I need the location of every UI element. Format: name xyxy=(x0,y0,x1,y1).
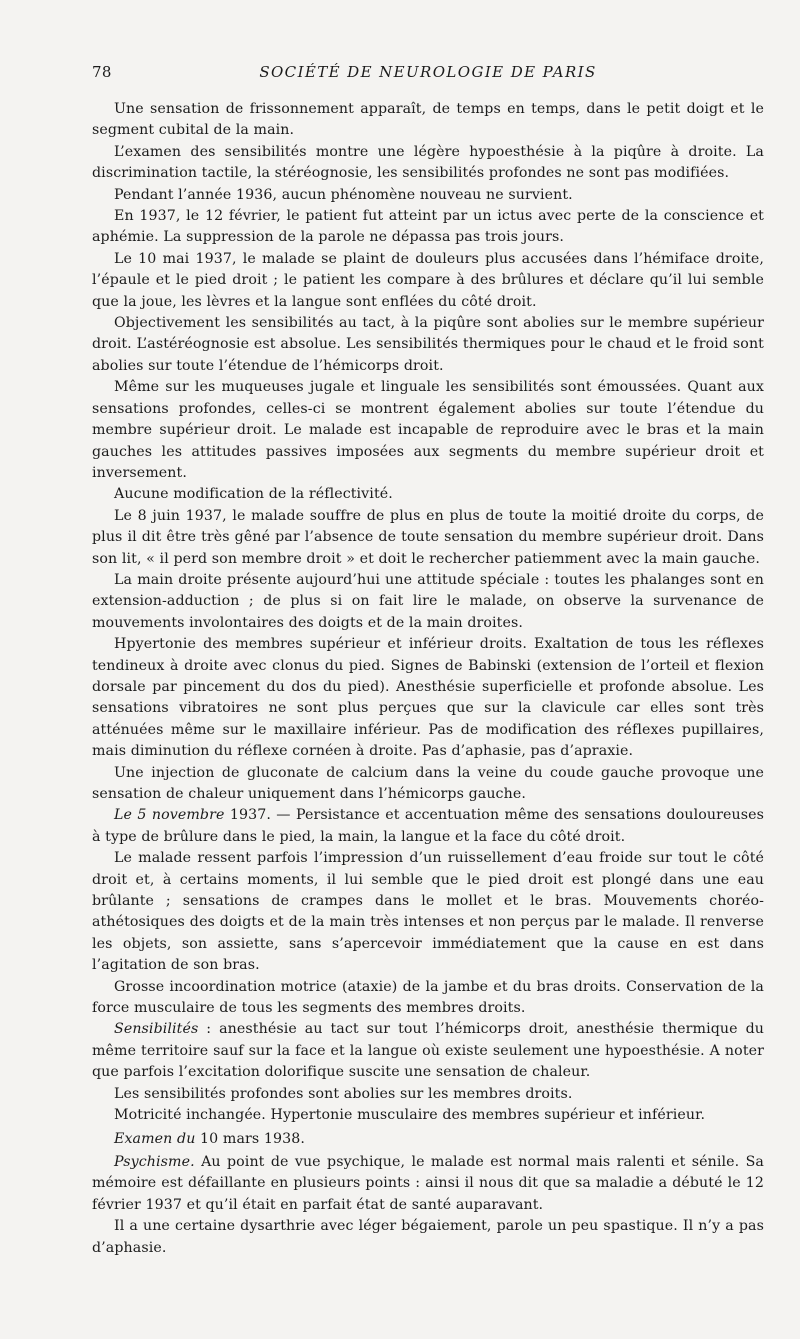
paragraph-text: L’examen des sensibilités montre une légère hypoesthésie à la piqûre à droite. La discrimination tactile, la stéréognosie, les sensibilités profondes ne sont pas modifiées. xyxy=(92,143,764,182)
paragraph-text: Au point de vue psychique, le malade est normal mais ralenti et sénile. Sa mémoire est défaillante en plusieurs points : ainsi il nous dit que sa maladie a débuté le 12 février 1937 et qu’il était en parfait état de santé auparavant. xyxy=(92,1153,764,1213)
paragraph xyxy=(92,484,764,505)
paragraph-text: Motricité inchangée. Hypertonie musculaire des membres supérieur et inférieur. xyxy=(114,1107,706,1124)
page-number: 78 xyxy=(92,63,112,81)
paragraph xyxy=(92,1019,764,1083)
paragraph xyxy=(92,142,764,185)
paragraph-lead: Sensibilités xyxy=(114,1021,199,1038)
paragraph-text: Une injection de gluconate de calcium dans la veine du coude gauche provoque une sensation de chaleur uniquement dans l’hémicorps gauche. xyxy=(92,764,764,802)
paragraph xyxy=(92,1105,764,1126)
paragraph-text: Pendant l’année 1936, aucun phénomène nouveau ne survient. xyxy=(114,186,573,203)
paragraph-text: Il a une certaine dysarthrie avec léger bégaiement, parole un peu spastique. Il n’y a pas d’aphasie. xyxy=(92,1218,764,1256)
paragraph xyxy=(92,848,764,976)
paragraph-text: Les sensibilités profondes sont abolies sur les membres droits. xyxy=(114,1085,573,1102)
paragraph xyxy=(92,570,764,634)
section-heading xyxy=(92,1129,764,1150)
paragraph-text: Objectivement les sensibilités au tact, à la piqûre sont abolies sur le membre supérieur droit. L’astéréognosie est absolue. Les sensibilités thermiques pour le chaud et le froid sont abolies sur toute l’étendue de l’hémicorps droit. xyxy=(92,315,764,374)
paragraph xyxy=(92,805,764,848)
paragraph-text: Hpyertonie des membres supérieur et inférieur droits. Exaltation de tous les réflexes tendineux à droite avec clonus du pied. Signes de Babinski (extension de l’orteil et flexion dorsale par pincement du dos du pied). Anesthésie superficielle et profonde absolue. Les sensations vibratoires ne sont plus perçues que sur la clavicule car elles sont très atténuées même sur le maxillaire inférieur. Pas de modification des réflexes pupillaires, mais diminution du réflexe cornéen à droite. Pas d’aphasie, pas d’apraxie. xyxy=(92,636,764,760)
running-head: SOCIÉTÉ DE NEUROLOGIE DE PARIS xyxy=(259,63,597,81)
paragraph xyxy=(92,1152,764,1216)
paragraph-text: : anesthésie au tact sur tout l’hémicorps droit, anesthésie thermique du même territoire sauf sur la face et la langue où existe seulement une hypoesthésie. A noter que parfois l’excitation dolorifique suscite une sensation de chaleur. xyxy=(92,1021,764,1081)
page-header xyxy=(92,63,764,85)
paragraph-text: Une sensation de frissonnement apparaît, de temps en temps, dans le petit doigt et le segment cubital de la main. xyxy=(92,101,764,139)
paragraph-text: Le malade ressent parfois l’impression d’un ruissellement d’eau froide sur tout le côté droit et, à certains moments, il lui semble que le pied droit est plongé dans une eau brûlante ; sensations de crampes dans le mollet et le bras. Mouvements choréo-athétosiques des doigts et de la main très intenses et non perçus par le malade. Il renverse les objets, son assiette, sans s’apercevoir immédiatement que la cause en est dans l’agitation de son bras. xyxy=(92,850,764,974)
paragraph-text: Grosse incoordination motrice (ataxie) de la jambe et du bras droits. Conservation de la force musculaire de tous les segments des membres droits. xyxy=(92,978,764,1017)
paragraph xyxy=(92,206,764,249)
body-text xyxy=(92,99,764,1259)
paragraph xyxy=(92,506,764,570)
paragraph xyxy=(92,313,764,377)
paragraph-text: Même sur les muqueuses jugale et linguale les sensibilités sont émoussées. Quant aux sensations profondes, celles-ci se montrent également abolies sur toute l’étendue du membre supérieur droit. Le malade est incapable de reproduire avec le bras et la main gauches les attitudes passives imposées aux segments du membre supérieur droit et inversement. xyxy=(92,379,764,481)
paragraph xyxy=(92,1084,764,1105)
paragraph-text: En 1937, le 12 février, le patient fut atteint par un ictus avec perte de la conscience et aphémie. La suppression de la parole ne dépassa pas trois jours. xyxy=(92,208,764,246)
paragraph-text: Le 10 mai 1937, le malade se plaint de douleurs plus accusées dans l’hémiface droite, l’épaule et le pied droit ; le patient les compare à des brûlures et déclare qu’il lui semble que la joue, les lèvres et la langue sont enflées du côté droit. xyxy=(92,250,764,310)
paragraph xyxy=(92,763,764,806)
paragraph xyxy=(92,977,764,1020)
paragraph xyxy=(92,634,764,762)
paragraph xyxy=(92,377,764,484)
paragraph-text: La main droite présente aujourd’hui une attitude spéciale : toutes les phalanges sont en extension-adduction ; de plus si on fait lire le malade, on observe la survenance de mouvements involontaires des doigts et de la main droites. xyxy=(92,571,764,631)
paragraph xyxy=(92,99,764,142)
paragraph xyxy=(92,1216,764,1259)
paragraph-text: 1937. — Persistance et accentuation même des sensations douloureuses à type de brûlure dans le pied, la main, la langue et la face du côté droit. xyxy=(92,807,764,845)
paragraph-lead: Le 5 novembre xyxy=(114,807,225,824)
paragraph xyxy=(92,249,764,313)
paragraph-text: Le 8 juin 1937, le malade souffre de plus en plus de toute la moitié droite du corps, de plus il dit être très gêné par l’absence de toute sensation du membre supérieur droit. Dans son lit, « il perd son membre droit » et doit le rechercher patiemment avec la main gauche. xyxy=(92,507,764,567)
paragraph-lead: Examen du xyxy=(114,1130,196,1147)
paragraph-text: Aucune modification de la réflectivité. xyxy=(114,486,393,503)
paragraph xyxy=(92,185,764,206)
paragraph-text: 10 mars 1938. xyxy=(195,1130,306,1147)
paragraph-lead: Psychisme. xyxy=(114,1153,195,1170)
